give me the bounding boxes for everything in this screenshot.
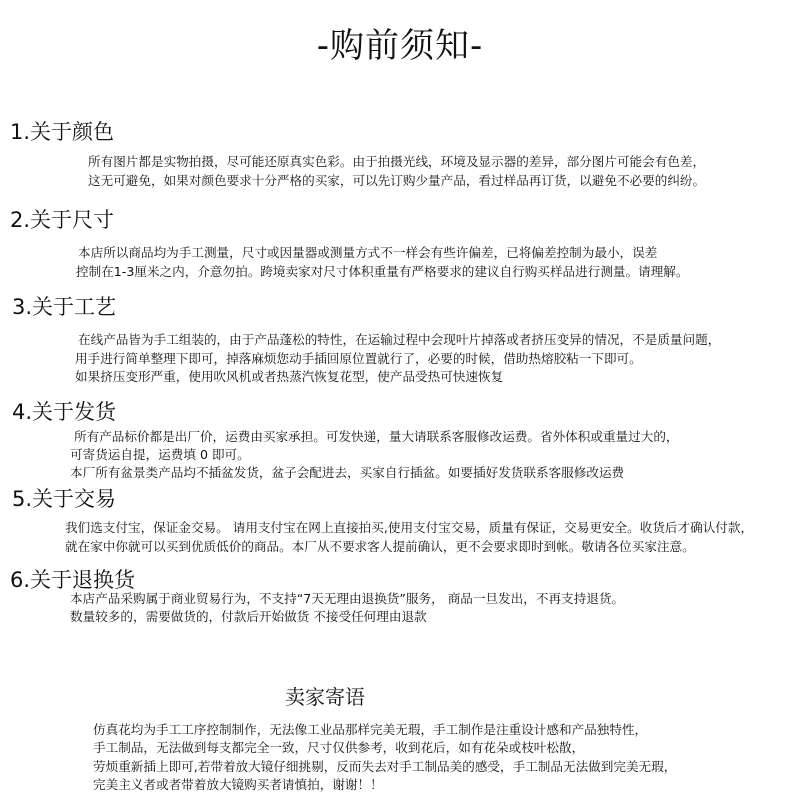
seller-note-text: 手工制品，无法做到每支都完全一致，尺寸仅供参考，收到花后，如有花朵或枝叶松散， (93, 740, 585, 755)
section-text: 如果挤压变形严重，使用吹风机或者热蒸汽恢复花型，使产品受热可快速恢复 (75, 369, 504, 384)
seller-note-heading: 卖家寄语 (285, 685, 365, 709)
section-text: 在线产品皆为手工组装的，由于产品蓬松的特性，在运输过程中会现叶片掉落或者挤压变异的情况，不是质量问题， (78, 332, 721, 347)
section-heading-trade: 5.关于交易 (12, 487, 117, 511)
section-text: 我们选支付宝，保证金交易。 请用支付宝在网上直接拍买,使用支付宝交易，质量有保证，交易更安全。收货后才确认付款， (65, 520, 754, 535)
section-text: 控制在1-3厘米之内，介意勿拍。跨境卖家对尺寸体积重量有严格要求的建议自行购买样品进行测量。请理解。 (76, 264, 689, 279)
section-heading-craft: 3.关于工艺 (12, 295, 117, 319)
section-text: 数量较多的，需要做货的，付款后开始做货 不接受任何理由退款 (70, 609, 427, 624)
section-text: 本厂所有盆景类产品均不插盆发货，盆子会配进去，买家自行插盆。如要插好发货联系客服修改运费 (70, 465, 625, 480)
section-heading-size: 2.关于尺寸 (10, 208, 115, 232)
section-heading-returns: 6.关于退换货 (10, 568, 136, 592)
section-text: 本店所以商品均为手工测量，尺寸或因量器或测量方式不一样会有些许偏差，已将偏差控制为最小，误差 (78, 245, 658, 260)
section-text: 可寄货运自提，运费填 0 即可。 (70, 447, 250, 462)
seller-note-text: 劳烦重新插上即可,若带着放大镜仔细挑剔，反而失去对手工制品美的感受，手工制品无法做到完美无瑕， (93, 759, 677, 774)
section-text: 所有图片都是实物拍摄，尽可能还原真实色彩。由于拍摄光线，环境及显示器的差异，部分图片可能会有色差， (88, 154, 706, 169)
seller-note-text: 仿真花均为手工工序控制制作，无法像工业品那样完美无瑕，手工制作是注重设计感和产品独特性， (93, 722, 648, 737)
section-heading-color: 1.关于颜色 (10, 120, 115, 144)
section-text: 这无可避免，如果对颜色要求十分严格的买家，可以先订购少量产品，看过样品再订货，以避免不必要的纠纷。 (88, 173, 706, 188)
section-text: 用手进行简单整理下即可，掉落麻烦您动手插回原位置就行了，必要的时候，借助热熔胶粘一下即可。 (75, 351, 642, 366)
seller-note-text: 完美主义者或者带着放大镜购买者请慎拍，谢谢！！ (93, 777, 383, 792)
page-title: -购前须知- (316, 26, 484, 66)
section-heading-shipping: 4.关于发货 (12, 400, 117, 424)
section-text: 本店产品采购属于商业贸易行为，不支持“7天无理由退换货”服务， 商品一旦发出，不再支持退货。 (70, 591, 625, 606)
section-text: 所有产品标价都是出厂价，运费由买家承担。可发快递，量大请联系客服修改运费。省外体积或重量过大的， (74, 429, 679, 444)
section-text: 就在家中你就可以买到优质低价的商品。本厂从不要求客人提前确认，更不会要求即时到帐。敬请各位买家注意。 (65, 539, 695, 554)
